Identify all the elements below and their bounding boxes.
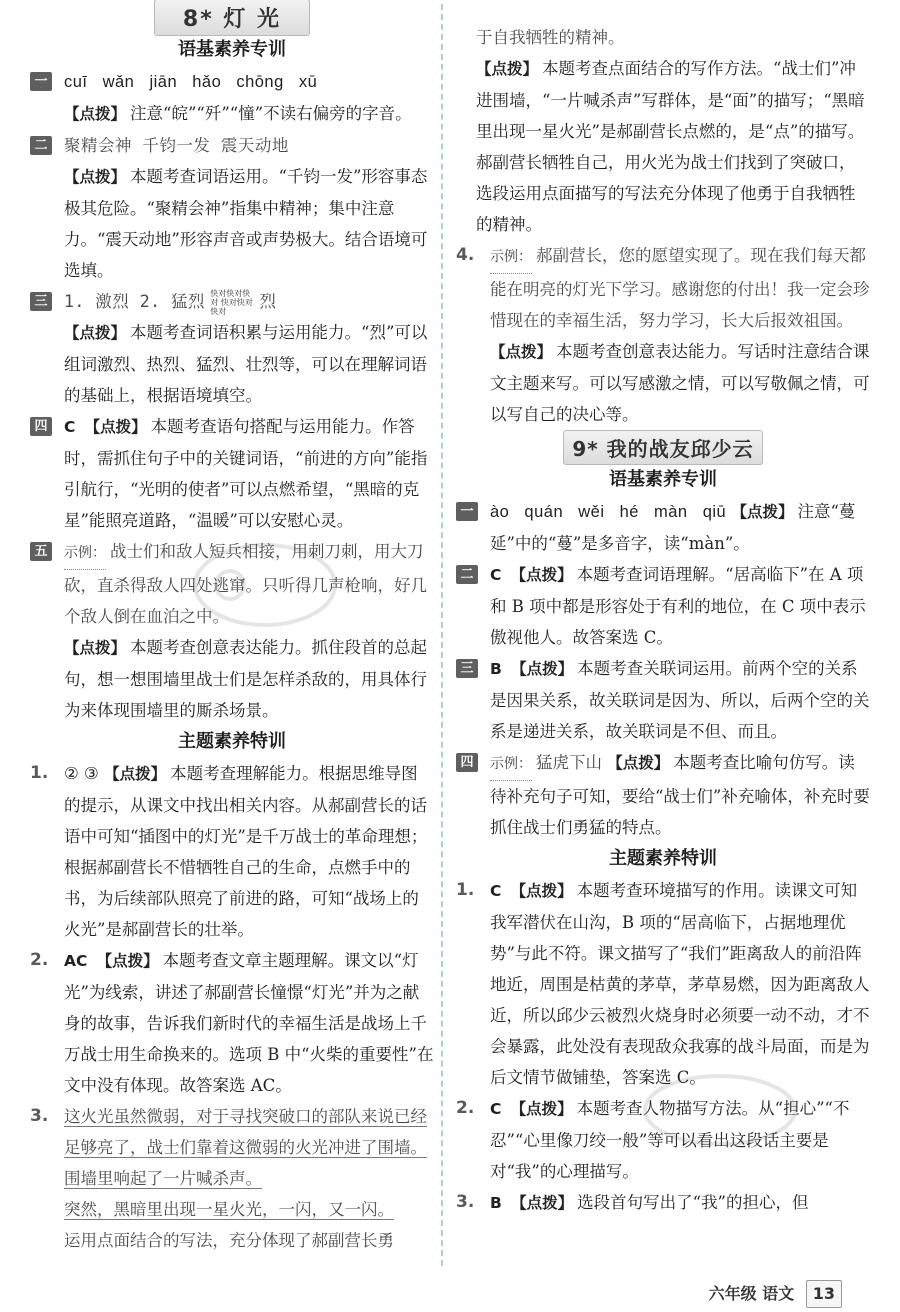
- answer-text: 1. 激烈 2. 猛烈: [64, 292, 206, 311]
- q5-tip: [30, 632, 434, 726]
- q4-answer-tip: [456, 747, 870, 843]
- page-number: 13: [806, 1280, 842, 1308]
- tip-label: 【点拨】: [64, 639, 127, 657]
- q3-answer-tip: [456, 653, 870, 747]
- section-title-basics: 语基素养专训: [178, 39, 286, 60]
- q2-answer: [30, 130, 434, 161]
- tip-label: 【点拨】: [731, 503, 794, 521]
- q1-answer: [30, 66, 434, 98]
- t2-answer-tip: [30, 945, 434, 1101]
- tip-text: 本题考查比喻句仿写。读待补充句子可知，要给“战士们”补充喻体，补充时要抓住战士们勇猛的特点。: [490, 753, 870, 837]
- q-number: 3.: [456, 1192, 475, 1212]
- q3-answer: [30, 286, 434, 317]
- t3-answer-tip: [456, 1187, 870, 1219]
- section-title-basics: 语基素养专训: [609, 469, 717, 490]
- example-text: 战士们和敌人短兵相接，用刺刀刺，用大刀砍，直杀得敌人四处逃窜。只听得几声枪响，好几个敌人倒在血泊之中。: [64, 542, 427, 626]
- answer-letter: C: [490, 1100, 502, 1118]
- q5-answer: [30, 536, 434, 632]
- answer-letter: B: [490, 660, 502, 678]
- tip-label: 【点拨】: [510, 566, 573, 584]
- stamp-text: 快对快对快对 快对快对快对: [210, 289, 253, 316]
- q-number-box: 二: [456, 565, 478, 584]
- tip-text: 选段首句写出了“我”的担心，但: [577, 1193, 809, 1212]
- q-number-box: 三: [30, 292, 52, 311]
- tip-text: 本题考查环境描写的作用。读课文可知我军潜伏在山沟，B 项的“居高临下，占据地理优势”与此不符。课文描写了“我们”距离敌人的前沿阵地近，周围是枯黄的茅草，茅草易燃，因为距离敌人近，所以邱少云被烈火烧身时必须要一动不动，才不会暴露，此处没有表现敌众我寡的战斗局面，而是为后文情节做铺垫，答案选 C。: [490, 881, 870, 1087]
- lesson-title-text: 9* 我的战友邱少云: [563, 430, 762, 465]
- tip-label: 【点拨】: [64, 324, 127, 342]
- answer-line-3: 突然，黑暗里出现一星火光，一闪，又一闪。: [64, 1200, 394, 1219]
- answer-letter: C: [490, 566, 502, 584]
- q-number-box: 一: [456, 502, 478, 521]
- tip-label: 【点拨】: [510, 882, 573, 900]
- tip-label: 【点拨】: [104, 765, 167, 783]
- column-divider: [441, 4, 443, 1266]
- tip-text: 注意“蔓延”中的“蔓”是多音字，读“màn”。: [490, 502, 856, 553]
- q-number-box: 一: [30, 72, 52, 91]
- right-column: [456, 0, 870, 1219]
- answer-line-1: 这火光虽然微弱，对于寻找突破口的部队来说已经足够亮了，战士们靠着这微弱的火光冲进了围墙。: [64, 1107, 427, 1157]
- tip-label: 【点拨】: [607, 754, 670, 772]
- t3-continued: [456, 22, 870, 53]
- answer-text: 聚精会神 千钧一发 震天动地: [64, 136, 289, 155]
- t1-answer-tip: [30, 758, 434, 945]
- t2-answer-tip: [456, 1093, 870, 1187]
- q-number-box: 五: [30, 542, 52, 561]
- answer-text: ② ③: [64, 764, 99, 783]
- t4-answer: [456, 240, 870, 336]
- q-number: 2.: [456, 1098, 475, 1118]
- tip-text: 本题考查语句搭配与运用能力。作答时，需抓住句子中的关键词语，“前进的方向”能指引航行，“光明的使者”可以点燃希望，“黑暗的克星”能照亮道路，“温暖”可以安慰心灵。: [64, 417, 428, 530]
- answer-text-b: 烈: [259, 292, 277, 311]
- answer-letter: C: [64, 418, 76, 436]
- tip-label: 【点拨】: [64, 105, 127, 123]
- answer-line-2: 围墙里响起了一片喊杀声。: [64, 1169, 262, 1188]
- q1-tip: [30, 98, 434, 130]
- tip-label: 【点拨】: [490, 343, 553, 361]
- q-number: 1.: [456, 880, 475, 900]
- lesson-8-title: [30, 0, 434, 34]
- tip-text: 本题考查词语理解。“居高临下”在 A 项和 B 项中都是形容处于有利的地位，在 C 项中表示傲视他人。故答案选 C。: [490, 565, 866, 647]
- tip-label: 【点拨】: [96, 952, 159, 970]
- q2-answer-tip: [456, 559, 870, 653]
- q-number-box: 二: [30, 136, 52, 155]
- tip-label: 【点拨】: [476, 60, 539, 78]
- tip-text: 本题考查词语积累与运用能力。“烈”可以组词激烈、热烈、猛烈、壮烈等，可以在理解词语的基础上，根据语境填空。: [64, 323, 428, 405]
- answer-letter: B: [490, 1194, 502, 1212]
- example-label: 示例：: [64, 538, 106, 570]
- q4-answer-tip: [30, 411, 434, 536]
- q-number-box: 四: [30, 417, 52, 436]
- t3-tip: [456, 53, 870, 240]
- page-footer: [709, 1280, 842, 1306]
- q-number: 2.: [30, 950, 49, 970]
- answer-letter: C: [490, 882, 502, 900]
- pinyin-answer: cuī wǎn jiān hǎo chōng xū: [64, 73, 318, 91]
- tip-label: 【点拨】: [510, 1100, 573, 1118]
- tip-text: 本题考查创意表达能力。写话时注意结合课文主题来写。可以写感激之情，可以写敬佩之情，可以写自己的决心等。: [490, 342, 870, 424]
- q3-tip: [30, 317, 434, 411]
- lesson-title-text: 8* 灯 光: [154, 0, 310, 36]
- tip-text: 本题考查点面结合的写作方法。“战士们”冲进围墙，“一片喊杀声”写群体，是“面”的描写；“黑暗里出现一星火光”是郝副营长点燃的，是“点”的描写。郝副营长牺牲自己，用火光为战士们找到了突破口，选段运用点面描写的写法充分体现了他勇于自我牺牲的精神。: [476, 59, 865, 234]
- tip-label: 【点拨】: [84, 418, 147, 436]
- q-number-box: 三: [456, 659, 478, 678]
- tip-text: 本题考查关联词运用。前两个空的关系是因果关系，故关联词是因为、所以，后两个空的关系是递进关系，故关联词是不但、而且。: [490, 659, 870, 741]
- example-label: 示例：: [490, 242, 532, 274]
- t3-answer: [30, 1101, 434, 1256]
- q-number-box: 四: [456, 753, 478, 772]
- tip-text: 本题考查人物描写方法。从“担心”“不忍”“心里像刀绞一般”等可以看出这段话主要是对“我”的心理描写。: [490, 1099, 850, 1181]
- grade-subject-label: 六年级 语文: [708, 1284, 795, 1303]
- t1-answer-tip: [456, 875, 870, 1093]
- tip-text: 本题考查创意表达能力。抓住段首的总起句，想一想围墙里战士们是怎样杀敌的，用具体行为来体现围墙里的厮杀场景。: [64, 638, 428, 720]
- q-number: 1.: [30, 763, 49, 783]
- q-number: 3.: [30, 1106, 49, 1126]
- left-column: [30, 0, 434, 1256]
- tip-text: 本题考查文章主题理解。课文以“灯光”为线索，讲述了郝副营长憧憬“灯光”并为之献身的故事，告诉我们新时代的幸福生活是战场上千万战士用生命换来的。选项 B 中“火柴的重要性”在文中没有体现。故答案选 AC。: [64, 951, 434, 1095]
- tip-label: 【点拨】: [511, 660, 574, 678]
- example-text: 郝副营长，您的愿望实现了。现在我们每天都能在明亮的灯光下学习。感谢您的付出！我一定会珍惜现在的幸福生活，努力学习，长大后报效祖国。: [490, 246, 870, 330]
- section-title-theme: 主题素养特训: [178, 731, 286, 752]
- answer-line-5: 于自我牺牲的精神。: [476, 28, 625, 47]
- example-text: 猛虎下山: [536, 753, 602, 772]
- pinyin-answer: ào quán wěi hé màn qiū: [490, 503, 727, 521]
- tip-label: 【点拨】: [64, 168, 127, 186]
- tip-label: 【点拨】: [511, 1194, 574, 1212]
- q-number: 4.: [456, 245, 475, 265]
- t4-tip: [456, 336, 870, 430]
- q2-tip: [30, 161, 434, 286]
- answer-letter: AC: [64, 952, 88, 970]
- lesson-9-title: [456, 430, 870, 464]
- tip-text: 本题考查理解能力。根据思维导图的提示，从课文中找出相关内容。从郝副营长的话语中可知“插图中的灯光”是千万战士的革命理想；根据郝副营长不惜牺牲自己的生命，点燃手中的书，为后续部队照亮了前进的路，可知“战场上的火光”是郝副营长的壮举。: [64, 764, 428, 939]
- example-label: 示例：: [490, 749, 532, 781]
- q1-answer-tip: [456, 496, 870, 559]
- tip-text: 本题考查词语运用。“千钧一发”形容事态极其危险。“聚精会神”指集中精神；集中注意力。“震天动地”形容声音或声势极大。结合语境可选填。: [64, 167, 428, 280]
- tip-text: 注意“皖”“歼”“憧”不读右偏旁的字音。: [130, 104, 412, 123]
- section-title-theme: 主题素养特训: [609, 848, 717, 869]
- answer-line-4: 运用点面结合的写法，充分体现了郝副营长勇: [64, 1231, 394, 1250]
